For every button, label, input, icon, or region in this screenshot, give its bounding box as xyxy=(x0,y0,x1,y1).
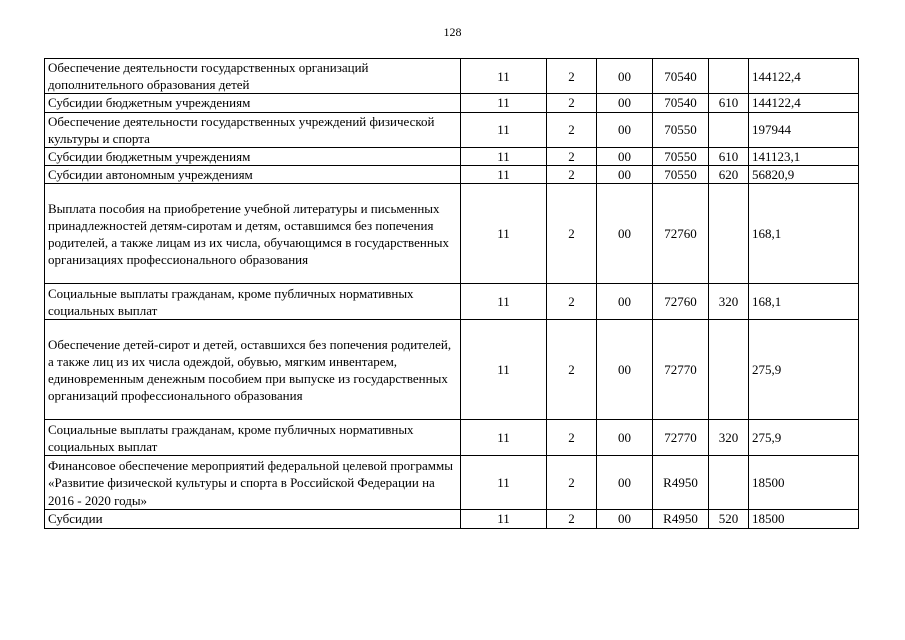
cell-amount: 168,1 xyxy=(749,184,859,284)
cell-direction-code: 72770 xyxy=(653,420,709,456)
cell-amount: 275,9 xyxy=(749,420,859,456)
cell-expense-type: 520 xyxy=(709,510,749,528)
cell-direction-code: 72760 xyxy=(653,284,709,320)
table-row xyxy=(45,112,859,147)
cell-expense-type xyxy=(709,320,749,420)
cell-subsection: 2 xyxy=(547,59,597,94)
budget-table xyxy=(44,58,859,529)
cell-program-code: 00 xyxy=(597,320,653,420)
cell-section: 11 xyxy=(461,148,547,166)
cell-expense-type xyxy=(709,112,749,147)
cell-direction-code: R4950 xyxy=(653,510,709,528)
page-number: 128 xyxy=(443,25,462,39)
cell-expense-type: 320 xyxy=(709,420,749,456)
cell-subsection: 2 xyxy=(547,184,597,284)
cell-section: 11 xyxy=(461,166,547,184)
cell-section: 11 xyxy=(461,320,547,420)
cell-section: 11 xyxy=(461,59,547,94)
cell-section: 11 xyxy=(461,184,547,284)
cell-direction-code: 72770 xyxy=(653,320,709,420)
table-row xyxy=(45,284,859,320)
cell-program-code: 00 xyxy=(597,456,653,510)
cell-description: Обеспечение детей-сирот и детей, оставшихся без попечения родителей, а также лиц из их числа одеждой, обувью, мягким инвентарем, единовременным денежным пособием при выпуске из государственных организаций профессионального образования xyxy=(45,320,461,420)
table-body xyxy=(45,59,859,529)
cell-subsection: 2 xyxy=(547,112,597,147)
cell-expense-type: 620 xyxy=(709,166,749,184)
cell-direction-code: 72760 xyxy=(653,184,709,284)
cell-description: Субсидии xyxy=(45,510,461,528)
cell-subsection: 2 xyxy=(547,94,597,112)
cell-description: Социальные выплаты гражданам, кроме публичных нормативных социальных выплат xyxy=(45,284,461,320)
cell-description: Субсидии бюджетным учреждениям xyxy=(45,94,461,112)
cell-direction-code: R4950 xyxy=(653,456,709,510)
cell-program-code: 00 xyxy=(597,420,653,456)
table-row xyxy=(45,320,859,420)
cell-amount: 144122,4 xyxy=(749,59,859,94)
cell-expense-type xyxy=(709,59,749,94)
cell-description: Финансовое обеспечение мероприятий федеральной целевой программы «Развитие физической культуры и спорта в Российской Федерации на 2016 - 2020 годы» xyxy=(45,456,461,510)
cell-subsection: 2 xyxy=(547,166,597,184)
table-row xyxy=(45,184,859,284)
cell-expense-type xyxy=(709,184,749,284)
cell-amount: 18500 xyxy=(749,456,859,510)
cell-subsection: 2 xyxy=(547,420,597,456)
cell-subsection: 2 xyxy=(547,284,597,320)
cell-section: 11 xyxy=(461,510,547,528)
cell-program-code: 00 xyxy=(597,148,653,166)
table-row xyxy=(45,456,859,510)
table-row xyxy=(45,59,859,94)
table-row xyxy=(45,510,859,528)
cell-expense-type: 610 xyxy=(709,94,749,112)
cell-amount: 141123,1 xyxy=(749,148,859,166)
cell-section: 11 xyxy=(461,112,547,147)
cell-description: Обеспечение деятельности государственных организаций дополнительного образования детей xyxy=(45,59,461,94)
table-row xyxy=(45,166,859,184)
cell-amount: 56820,9 xyxy=(749,166,859,184)
cell-amount: 18500 xyxy=(749,510,859,528)
cell-direction-code: 70540 xyxy=(653,59,709,94)
cell-section: 11 xyxy=(461,94,547,112)
cell-amount: 275,9 xyxy=(749,320,859,420)
cell-description: Субсидии бюджетным учреждениям xyxy=(45,148,461,166)
cell-subsection: 2 xyxy=(547,456,597,510)
cell-description: Социальные выплаты гражданам, кроме публичных нормативных социальных выплат xyxy=(45,420,461,456)
cell-direction-code: 70550 xyxy=(653,112,709,147)
cell-description: Субсидии автономным учреждениям xyxy=(45,166,461,184)
table-row xyxy=(45,420,859,456)
cell-direction-code: 70550 xyxy=(653,166,709,184)
table-row xyxy=(45,148,859,166)
cell-amount: 168,1 xyxy=(749,284,859,320)
table-row xyxy=(45,94,859,112)
cell-subsection: 2 xyxy=(547,320,597,420)
cell-subsection: 2 xyxy=(547,148,597,166)
cell-description: Выплата пособия на приобретение учебной литературы и письменных принадлежностей детям-сиротам и детям, оставшимся без попечения родителей, а также лицам из их числа, обучающимся в государственных организациях профессионального образования xyxy=(45,184,461,284)
cell-direction-code: 70540 xyxy=(653,94,709,112)
cell-direction-code: 70550 xyxy=(653,148,709,166)
cell-program-code: 00 xyxy=(597,284,653,320)
cell-expense-type xyxy=(709,456,749,510)
cell-subsection: 2 xyxy=(547,510,597,528)
cell-expense-type: 320 xyxy=(709,284,749,320)
cell-amount: 197944 xyxy=(749,112,859,147)
cell-program-code: 00 xyxy=(597,510,653,528)
cell-amount: 144122,4 xyxy=(749,94,859,112)
cell-section: 11 xyxy=(461,456,547,510)
cell-program-code: 00 xyxy=(597,166,653,184)
cell-program-code: 00 xyxy=(597,59,653,94)
cell-expense-type: 610 xyxy=(709,148,749,166)
cell-program-code: 00 xyxy=(597,184,653,284)
cell-program-code: 00 xyxy=(597,112,653,147)
cell-section: 11 xyxy=(461,420,547,456)
cell-description: Обеспечение деятельности государственных учреждений физической культуры и спорта xyxy=(45,112,461,147)
cell-section: 11 xyxy=(461,284,547,320)
cell-program-code: 00 xyxy=(597,94,653,112)
